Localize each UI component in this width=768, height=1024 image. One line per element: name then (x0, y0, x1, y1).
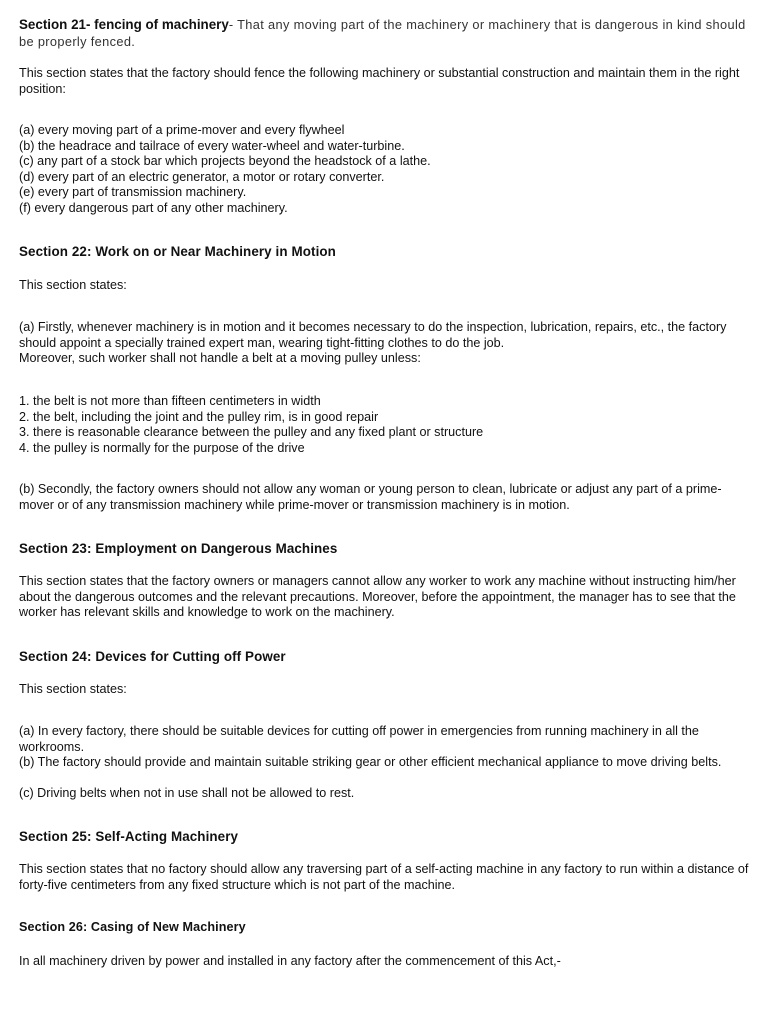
section-23-body: This section states that the factory owners or managers cannot allow any worker to work any machine without instructing him/her about the dangerous outcomes and the relevant precautions. Moreover, before the appointment, the manager has to see that the worker has relevant skills and knowledge to work on the machinery. (19, 574, 736, 620)
list-item: 3. there is reasonable clearance between the pulley and any fixed plant or structure (19, 425, 484, 440)
list-item: (a) every moving part of a prime-mover and every flywheel (19, 123, 345, 137)
section-21-intro (19, 17, 751, 50)
section-24-para-a: (a) In every factory, there should be suitable devices for cutting off power in emergencies from running machinery in all the workrooms. (19, 724, 699, 754)
section-21-summary: - That any moving part of the machinery or machinery that is dangerous in kind should be properly fenced. (19, 17, 746, 49)
section-24-para-c: (c) Driving belts when not in use shall not be allowed to rest. (19, 786, 355, 800)
section-24-para-b: (b) The factory should provide and maintain suitable striking gear or other efficient mechanical appliance to move driving belts. (19, 755, 722, 769)
list-item: (e) every part of transmission machinery. (19, 185, 247, 200)
section-22-title: Section 22: Work on or Near Machinery in Motion (19, 244, 336, 259)
list-item: (b) the headrace and tailrace of every water-wheel and water-turbine. (19, 138, 405, 153)
section-23-title: Section 23: Employment on Dangerous Machines (19, 541, 338, 556)
section-26-body: In all machinery driven by power and installed in any factory after the commencement of this Act,- (19, 954, 561, 968)
section-24-title: Section 24: Devices for Cutting off Power (19, 649, 286, 664)
section-26-title: Section 26: Casing of New Machinery (19, 920, 246, 934)
section-22-moreover: Moreover, such worker shall not handle a belt at a moving pulley unless: (19, 351, 421, 365)
section-25-body: This section states that no factory should allow any traversing part of a self-acting machine in any factory to run within a distance of forty-five centimeters from any fixed structure which is not part of the machine. (19, 862, 749, 892)
section-22-states: This section states: (19, 278, 127, 292)
section-22-list (19, 394, 751, 456)
list-item: 4. the pulley is normally for the purpose of the drive (19, 440, 305, 455)
list-item: (d) every part of an electric generator, a motor or rotary converter. (19, 169, 385, 184)
list-item: 2. the belt, including the joint and the pulley rim, is in good repair (19, 409, 379, 424)
section-24-states: This section states: (19, 682, 127, 696)
section-25-title: Section 25: Self-Acting Machinery (19, 829, 239, 844)
section-22-para-b: (b) Secondly, the factory owners should not allow any woman or young person to clean, lubricate or adjust any part of a prime-mover or of any transmission machinery while prime-mover or transmission machinery is in motion. (19, 482, 722, 512)
section-21-list (19, 123, 751, 217)
section-21-body: This section states that the factory should fence the following machinery or substantial construction and maintain them in the right position: (19, 66, 740, 96)
list-item: 1. the belt is not more than fifteen centimeters in width (19, 394, 321, 408)
list-item: (c) any part of a stock bar which projects beyond the headstock of a lathe. (19, 154, 431, 169)
section-21-title: Section 21- fencing of machinery (19, 17, 229, 32)
section-22-para-a: (a) Firstly, whenever machinery is in motion and it becomes necessary to do the inspection, lubrication, repairs, etc., the factory should appoint a specially trained expert man, wearing tight-fitting clothes to do the job. (19, 320, 727, 350)
list-item: (f) every dangerous part of any other machinery. (19, 200, 288, 215)
